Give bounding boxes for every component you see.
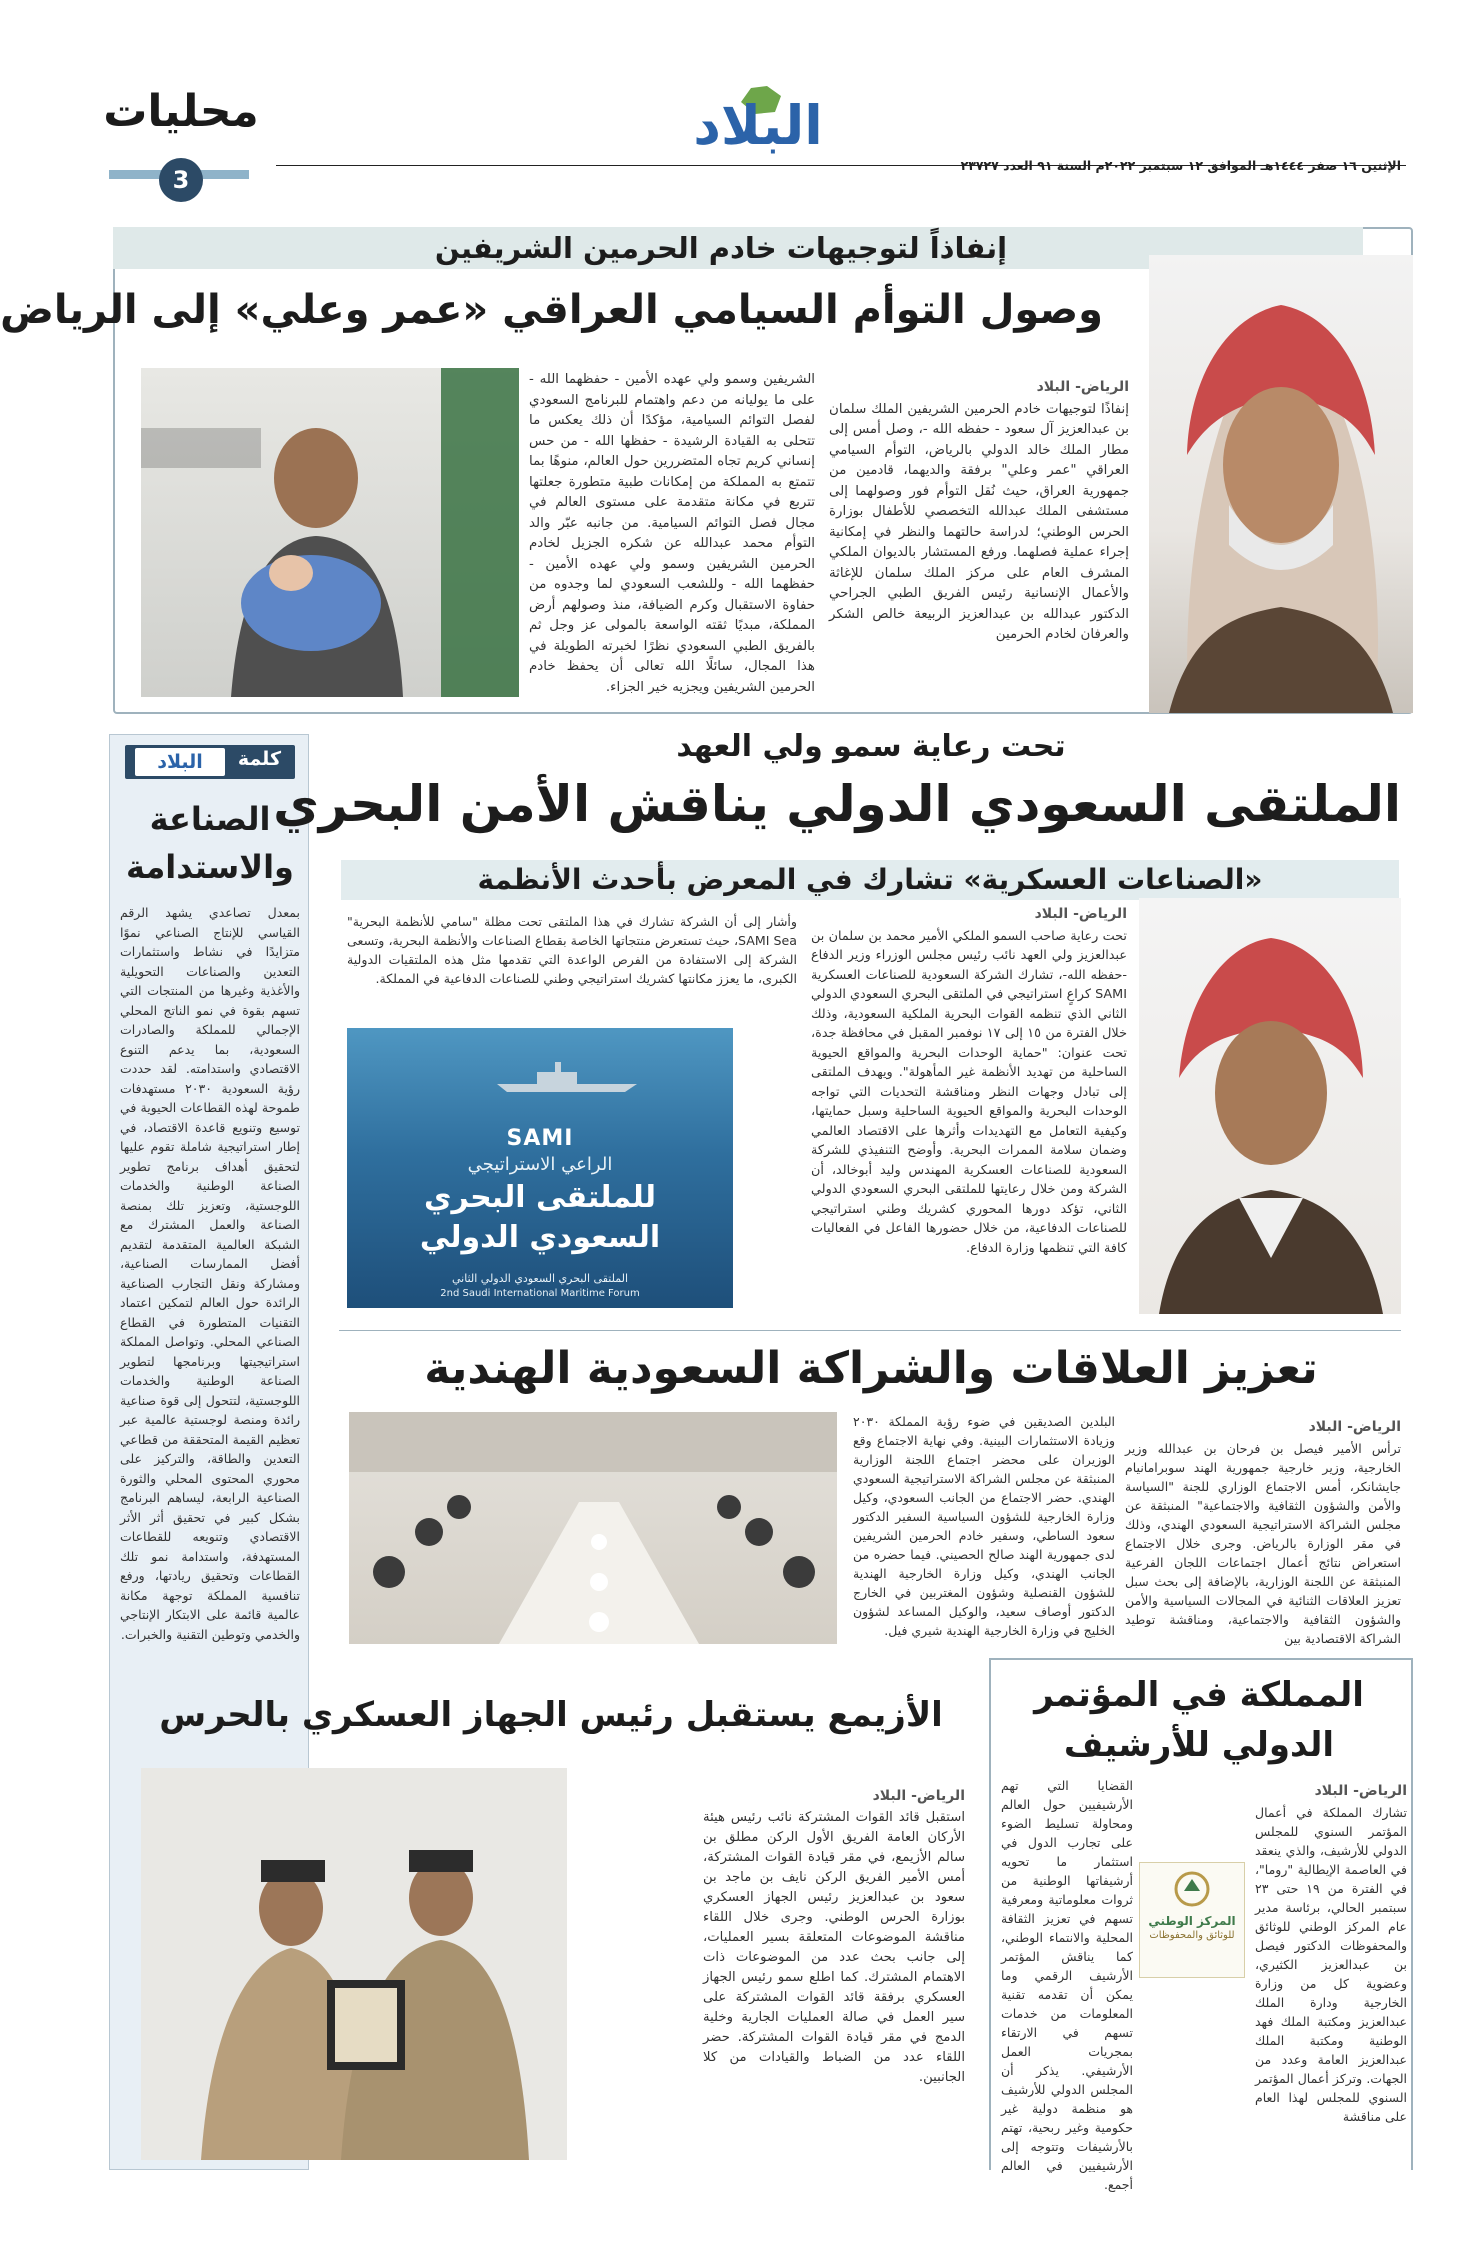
story-guard-headline: الأزيمع يستقبل رئيس الجهاز العسكري بالحرس [159,1695,943,1735]
story-maritime-kicker: تحت رعاية سمو ولي العهد [676,729,1066,764]
story-maritime-column-right [811,905,1127,1305]
editorial-body: بمعدل تصاعدي يشهد الرقم القياسي للإنتاج الصناعي نموًا متزايدًا في نشاط واستثمارات التعدين والصناعات التحويلية والأغذية وغيرها من المنتجات التي تسهم بقوة في نمو الناتج المحلي الإجمالي للمملكة والصادرات السعودية، بما يدعم التنوع الاقتصادي واستدامته. لقد حددت رؤية السعودية ٢٠٣٠ مستهدفات طموحة لهذه القطاعات الحيوية في توسيع وتنويع قاعدة الاقتصاد، في إطار استراتيجية شاملة تقوم عليها لتحقيق أهداف برنامج تطوير الصناعة الوطنية والخدمات اللوجستية، وتعزيز تلك بمنصة الصناعة والعمل المشترك مع الشبكة العالمية المتقدمة لتقديم أفضل الممارسات الصناعية، ومشاركة ونقل التجارب الصناعية الرائدة حول العالم لتمكين اعتماد التقنيات المتطورة في القطاع الصناعي المحلي. وتواصل المملكة استراتيجيتها وبرنامجها لتطوير الصناعة الوطنية والخدمات اللوجستية، لتتحول إلى قوة صناعية رائدة ومنصة لوجستية عالمية عبر تعظيم القيمة المتحققة من قطاعي التعدين والطاقة، والتركيز على محوري المحتوى المحلي والثورة الصناعية الرابعة، ليساهم البرنامج بشكل كبير في تحقيق أثر الأثر الاقتصادي وتنويعه للقطاعات المستهدفة، واستدامة نمو تلك القطاعات وتحقيق ريادتها، ورفع تنافسية المملكة توجهة مكانة عالمية قائمة على الابتكار الإنتاجي والخدمي وتوطين التقنية والخبرات. [120,905,301,1642]
masthead [41,0,1461,194]
india-meeting-photo [349,1412,837,1644]
sami-brand: SAMI [506,1126,574,1151]
archive-logo-line1: المركز الوطني [1148,1914,1236,1928]
crown-prince-portrait-photo [1139,898,1401,1314]
story-maritime-column-left: وأشار إلى أن الشركة تشارك في هذا الملتقى تحت مظلة "سامي للأنظمة البحرية" SAMI Sea، حيث تستعرض منتجاتها الخاصة بقطاع الصناعات والأنظمة البحرية، وتسعى الشركة إلى الاستفادة من الفرص الواعدة التي تقدمها مثل هذه الملتقيات الدولية الكبرى، ما يعزز مكانتها كشريك استراتيجي وطني للصناعات الدفاعية في المملكة. [347,914,798,986]
story-guard-dateline: الرياض- البلاد [872,1788,965,1804]
page-number-badge [159,158,203,202]
story-guard-column-continued [579,1786,693,2166]
meeting-table-icon [349,1412,837,1644]
story-india-rule [339,1330,1401,1331]
section-label: محليات [103,86,259,137]
story-guard-column [703,1786,965,2166]
story-twins-dateline: الرياض- البلاد [1036,379,1129,395]
story-maritime-headline: الملتقى السعودي الدولي يناقش الأمن البحري [273,775,1401,833]
story-archive-column-left: القضايا التي تهم الأرشيفيين حول العالم ومحاولة تسليط الضوء على تجارب الدول في استثمار ما تحويه أرشيفاتها الوطنية من ثروات معلوماتية ومعرفية تسهم في تعزيز الثقافة المحلية والانتماء الوطني، كما يناقش المؤتمر الأرشيف الرقمي وما يمكن أن تقدمه تقنية المعلومات من خدمات تسهم في الارتقاء بمجريات العمل الأرشيفي. يذكر أن المجلس الدولي للأرشيف هو منظمة دولية غير حكومية وغير ربحية، تهتم بالأرشيفات وتتوجه إلى الأرشيفيين في العالم أجمع. [1001,1778,1133,2192]
sami-advertisement [347,1028,733,1308]
portrait-silhouette-icon [1139,898,1401,1314]
sami-footer-en: 2nd Saudi International Maritime Forum [440,1288,640,1299]
editorial-badge-word: كلمة [237,748,281,770]
national-archive-logo [1139,1862,1245,1978]
story-archive-dateline: الرياض- البلاد [1314,1783,1407,1799]
portrait-silhouette-icon [1149,255,1413,713]
sami-footer-ar: الملتقى البحري السعودي الدولي الثاني [452,1272,628,1285]
editorial-badge-logo: البلاد [135,748,225,776]
story-twins-kicker: إنفاذاً لتوجيهات خادم الحرمين الشريفين [434,231,1008,265]
story-archive-headline: المملكة في المؤتمر الدولي للأرشيف [1034,1675,1364,1765]
story-maritime-subhead: «الصناعات العسكرية» تشارك في المعرض بأحدث الأنظمة [477,863,1263,896]
story-india-column-left: البلدين الصديقين في ضوء رؤية المملكة ٢٠٣٠ وزيادة الاستثمارات البينية. وفي نهاية الاجتماع وقع الوزيران على محضر اجتماع اللجنة الوزارية المنبثقة عن مجلس الشراكة الاستراتيجية السعودي الهندي. حضر الاجتماع من الجانب السعودي، وكيل وزارة الخارجية للشؤون السياسية السفير الدكتور سعود الساطي، وسفير خادم الحرمين الشريفين لدى جمهورية الهند صالح الحصيني. فيما حضره من الجانب الهندي، وكيل وزارة الخارجية الهندية للشؤون القنصلية وشؤون المغتربين في الخارج الدكتور أوصاف سعيد، والوكيل المساعد لشؤون الخليج في وزارة الخارجية الهندية شيري فيل. [853,1414,1115,1638]
guard-meeting-photo [141,1768,567,2160]
twins-photo [141,368,519,697]
editorial-badge [125,745,295,779]
story-maritime-body-right: تحت رعاية صاحب السمو الملكي الأمير محمد بن سلمان بن عبدالعزيز ولي العهد نائب رئيس مجلس الوزراء وزير الدفاع -حفظه الله-، تشارك الشركة السعودية للصناعات العسكرية SAMI كراعٍ استراتيجي في الملتقى البحري السعودي الدولي الثاني الذي تنظمه القوات البحرية الملكية السعودية، وذلك خلال الفترة من ١٥ إلى ١٧ نوفمبر المقبل في محافظة جدة، تحت عنوان: "حماية الوحدات البحرية والمواقع الحيوية الساحلية من تهديد الأنظمة غير المأهولة". ويهدف الملتقى إلى تبادل وجهات النظر ومناقشة التحديات التي تواجه الوحدات البحرية والمواقع الحيوية الساحلية وسبل حمايتها، وكيفية التعامل مع التهديدات وأثرها على الاقتصاد العالمي وضمان سلامة الممرات البحرية. وأوضح التنفيذي للشركة السعودية للصناعات العسكرية المهندس وليد أبوخالد، أن الشركة ومن خلال رعايتها للملتقى البحري السعودي الدولي الثاني، تؤكد دورها المحوري كشريك وطني استراتيجي للصناعات الدفاعية، من خلال حضورها الفاعل في الفعاليات كافة التي تنظمها وزارة الدفاع. [811,928,1127,1256]
officers-figure-icon [141,1768,567,2160]
sami-line1: الراعي الاستراتيجي [467,1154,613,1175]
story-twins-column-right [829,377,1129,707]
story-india-headline: تعزيز العلاقات والشراكة السعودية الهندية [424,1343,1318,1394]
story-maritime-dateline: الرياض- البلاد [1034,906,1127,922]
ship-icon [497,1062,637,1092]
archive-logo-line2: للوثائق والمحفوظات [1149,1930,1235,1941]
story-guard-body: استقبل قائد القوات المشتركة نائب رئيس هيئة الأركان العامة الفريق الأول الركن مطلق بن سالم الأزيمع، في مقر قيادة القوات المشتركة، أمس الأمير الفريق الركن نايف بن ماجد بن سعود بن عبدالعزيز رئيس الجهاز العسكري بوزارة الحرس الوطني. وجرى خلال اللقاء مناقشة الموضوعات المتعلقة بسير العمليات، إلى جانب بحث عدد من الموضوعات ذات الاهتمام المشترك. كما اطلع سمو رئيس الجهاز العسكري برفقة قائد القوات المشتركة على سير العمل في صالة العمليات الجارية وخلية الدمج في مقر قيادة القوات المشتركة. حضر اللقاء عدد من الضباط والقيادات من كلا الجانبين. [703,1810,965,2085]
page-number: 3 [172,166,190,194]
story-india-column-right [1125,1418,1401,1650]
sami-line3: السعودي الدولي [419,1220,661,1255]
logo-text: البلاد [693,94,823,157]
story-india-dateline: الرياض- البلاد [1308,1419,1401,1435]
editorial-title: الصناعة والاستدامة [126,800,294,886]
story-archive-column-right [1255,1782,1407,2167]
newspaper-logo [673,82,843,158]
sami-line2: للملتقى البحري [423,1180,657,1215]
story-india-body-right: ترأس الأمير فيصل بن فرحان بن عبدالله وزير الخارجية، وزير خارجية جمهورية الهند سوبرامانيام جايشانكر، أمس الاجتماع الوزاري للجنة "السياسة والأمن والشؤون الثقافية والاجتماعية" المنبثقة عن مجلس الشراكة الاستراتيجية السعودي الهندي، وذلك في مقر الوزارة بالرياض. وجرى خلال الاجتماع استعراض نتائج أعمال اجتماعات اللجان الفرعية المنبثقة عن اللجنة الوزارية، بالإضافة إلى بحث سبل تعزيز العلاقات الثنائية في المجالات السياسية والأمن والشؤون الثقافية والاجتماعية، ومناقشة توطيد الشراكة الاقتصادية بين [1125,1441,1401,1646]
story-archive-body-right: تشارك المملكة في أعمال المؤتمر السنوي للمجلس الدولي للأرشيف، والذي ينعقد في العاصمة الإيطالية "روما"، في الفترة من ١٩ حتى ٢٣ سبتمبر الحالي، برئاسة مدير عام المركز الوطني للوثائق والمحفوظات الدكتور فيصل بن عبدالعزيز الكثيري، وعضوية كل من وزارة الخارجية ودارة الملك عبدالعزيز ومكتبة الملك فهد الوطنية ومكتبة الملك عبدالعزيز العامة وعدد من الجهات. وتركز أعمال المؤتمر السنوي للمجلس لهذا العام على مناقشة [1255,1805,1407,2124]
story-twins-body-right: إنفاذًا لتوجيهات خادم الحرمين الشريفين الملك سلمان بن عبدالعزيز آل سعود - حفظه الله -، وصل أمس إلى مطار الملك خالد الدولي بالرياض، التوأم السيامي العراقي "عمر وعلي" برفقة والديهما، قادمين من جمهورية العراق، حيث نُقل التوأم فور وصولهما إلى مستشفى الملك عبدالله التخصصي للأطفال بوزارة الحرس الوطني؛ لدراسة حالتهما والنظر في إمكانية إجراء عملية فصلهما. ورفع المستشار بالديوان الملكي المشرف العام على مركز الملك سلمان للإغاثة والأعمال الإنسانية رئيس الفريق الطبي الجراحي الدكتور عبدالله بن عبدالعزيز الربيعة خالص الشكر والعرفان لخادم الحرمين [829,401,1129,642]
story-twins-column-left: الشريفين وسمو ولي عهده الأمين - حفظهما الله - على ما يوليانه من دعم واهتمام للبرنامج السعودي لفصل التوائم السيامية، مؤكدًا أن ذلك يعكس ما تتحلى به القيادة الرشيدة - حفظها الله - من حس إنساني كريم تجاه المتضررين حول العالم، منوهًا بما تتمتع به المملكة من إمكانات طبية متطورة جعلتها تتربع في مكانة متقدمة على مستوى العالم في مجال فصل التوائم السيامية. من جانبه عبّر والد التوأم محمد عبدالله عن شكره الجزيل لخادم الحرمين الشريفين وسمو ولي عهده الأمين - حفظهما الله - وللشعب السعودي لما وجدوه من حفاوة الاستقبال وكرم الضيافة، منذ وصولهم أرض المملكة، مبديًا ثقته الواسعة بالمولى عز وجل ثم بالفريق الطبي السعودي نظرًا لخبرته الطويلة في هذا المجال، سائلًا الله تعالى أن يحفظ خادم الحرمين الشريفين ويجزيه خير الجزاء. [529,372,815,695]
photo-figure-icon [141,368,519,697]
issue-dateline: الإثنين ١٦ صفر ١٤٤٤هـ الموافق ١٢ سبتمبر ٢٠٢٢م السنة ٩١ العدد ٢٣٧٢٧ [960,158,1401,173]
king-portrait-photo [1149,255,1413,713]
story-twins-headline: وصول التوأم السيامي العراقي «عمر وعلي» إلى الرياض [0,287,1103,333]
archive-emblem-icon [1172,1869,1212,1909]
